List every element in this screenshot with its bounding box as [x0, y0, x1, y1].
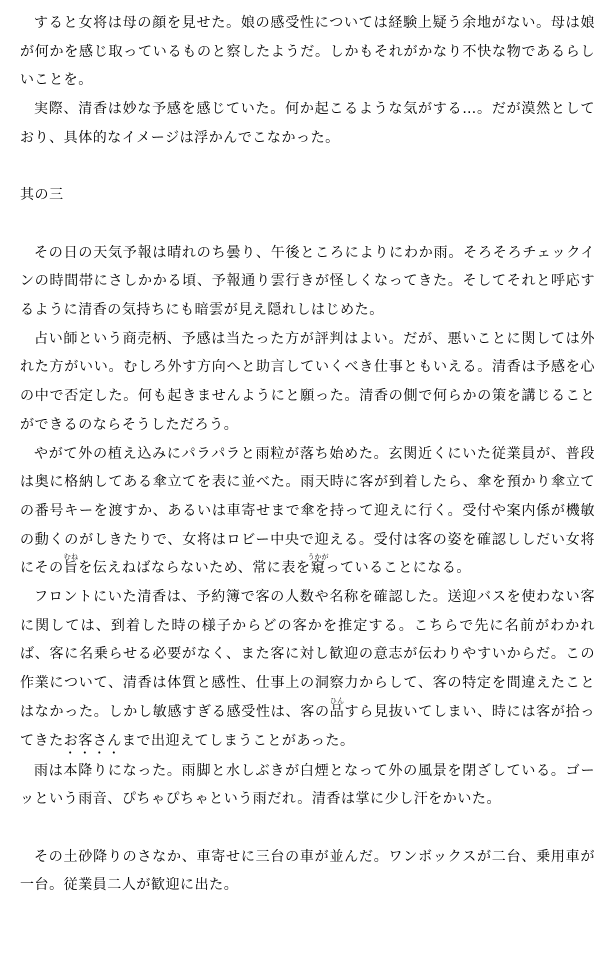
ruby-mune-reading: むね	[63, 553, 79, 562]
ruby-mune	[63, 553, 79, 577]
paragraph-5-text-c: っていることになる。	[325, 560, 471, 577]
ruby-hin-reading: ひん	[329, 696, 345, 705]
paragraph-6-text-b: すら見抜いてしまい、時には客が拾ってきた	[20, 703, 595, 749]
paragraph-1: すると女将は母の顔を見せた。娘の感受性については経験上疑う余地がない。母は娘が何かを感じ取っているものと察したようだ。しかもそれがかなり不快な物であるらしいことを。	[20, 15, 595, 89]
paragraph-6-text-c: まで出迎えてしまうことがあった。	[121, 732, 355, 749]
paragraph-6	[20, 583, 595, 757]
emphasis-dotted-text: お客さん	[63, 732, 122, 749]
paragraph-7: 雨は本降りになった。雨脚と水しぶきが白煙となって外の風景を閉ざしている。ゴーッという雨音、ぴちゃぴちゃという雨だれ。清香は掌に少し汗をかいた。	[20, 762, 595, 808]
paragraph-6-text-a: フロントにいた清香は、予約簿で客の人数や名称を確認した。送迎バスを使わない客に関しては、到着した時の様子からどの客かを推定する。こちらで先に名前がわかれば、客に名乗らせる必要がなく、また客に対し歓迎の意志が伝わりやすいからだ。この作業について、清香は体質と感性、仕事上の洞察力からして、客の特定を間違えたことはなかった。しかし敏感すぎる感受性は、客の	[20, 589, 595, 720]
paragraph-5	[20, 440, 595, 584]
ruby-hin	[329, 696, 345, 720]
ruby-mune-base: 旨	[63, 560, 79, 577]
paragraph-2: 実際、清香は妙な予感を感じていた。何か起こるような気がする…。だが漠然としており、具体的なイメージは浮かんでこなかった。	[20, 101, 595, 146]
blank-line	[20, 210, 595, 239]
section-heading: 其の三	[20, 187, 64, 204]
paragraph-3: その日の天気予報は晴れのち曇り、午後ところによりにわか雨。そろそろチェックインの時間帯にさしかかる頃、予報通り雲行きが怪しくなってきた。そしてそれと呼応するように清香の気持ちにも暗雲が見え隠れしはじめた。	[20, 244, 595, 318]
blank-line	[20, 814, 595, 843]
ruby-hin-base: 品	[329, 703, 345, 720]
ruby-ukagau-base: 窺	[307, 560, 329, 577]
paragraph-5-text-a: やがて外の植え込みにパラパラと雨粒が落ち始めた。玄関近くにいた従業員が、普段は奥に格納してある傘立てを表に並べた。雨天時に客が到着したら、傘を預かり傘立ての番号キーを渡すか、あるいは車寄せまで傘を持って迎えに行く。受付や案内係が機敏の動くのがしきたりで、女将はロビー中央で迎える。受付は客の姿を確認ししだい女将にその	[20, 445, 595, 577]
blank-line	[20, 153, 595, 182]
paragraph-4: 占い師という商売柄、予感は当たった方が評判はよい。だが、悪いことに関しては外れた方がいい。むしろ外す方向へと助言していくべき仕事ともいえる。清香は予感を心の中で否定した。何も起きませんようにと願った。清香の側で何らかの策を講じることができるのならそうしただろう。	[20, 330, 595, 433]
ruby-ukagau	[307, 553, 329, 577]
paragraph-8: その土砂降りのさなか、車寄せに三台の車が並んだ。ワンボックスが二台、乗用車が一台。従業員二人が歓迎に出た。	[20, 848, 595, 894]
ruby-ukagau-reading: うかが	[307, 553, 329, 562]
paragraph-5-text-b: を伝えねばならないため、常に表を	[78, 560, 311, 577]
